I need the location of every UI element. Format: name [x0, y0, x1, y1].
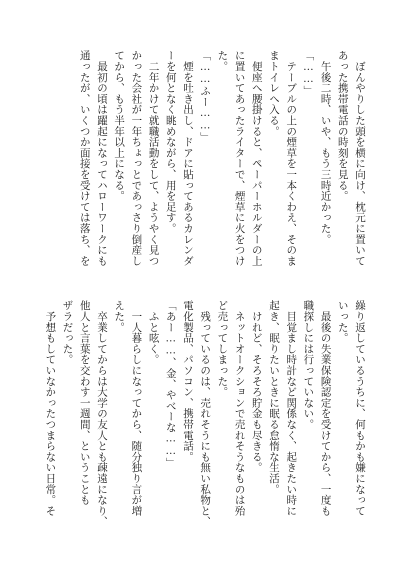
text-line: 煙を吐き出し、ドアに貼ってあるカレンダ — [181, 50, 194, 266]
text-line: てから、もう半年以上になる。 — [113, 50, 126, 202]
text-line: けれど、そろそろ貯金も尽きる。 — [250, 300, 263, 473]
text-line: 「……」 — [302, 50, 315, 97]
text-line: 職探しには行っていない。 — [302, 300, 315, 430]
text-line: 午後二時、いや、もう三時近かった。 — [319, 50, 332, 245]
text-line: あった携帯電話の時刻を見る。 — [336, 50, 349, 202]
text-line: ど売ってしまった。 — [216, 300, 229, 398]
text-line: えた。 — [113, 300, 126, 333]
text-line: 残っているのは、売れそうにも無い私物と、 — [199, 300, 212, 527]
text-line: 予想もしていなかったつまらない日常。そ — [44, 300, 57, 516]
upper-text-block — [76, 50, 368, 285]
text-line: 卒業してからは大学の友人とも疎遠になり、 — [95, 300, 108, 527]
text-line: 「……ふー……」 — [199, 50, 212, 143]
text-line: 「あー……、金、やべーな……」 — [164, 300, 177, 468]
text-line: ザラだった。 — [61, 300, 74, 365]
text-line: 二年かけて就職活動をして、ようやく見つ — [147, 50, 160, 266]
text-line: ネットオークションで売れそうなものは殆 — [233, 300, 246, 516]
text-line: 電化製品、パソコン、携帯電話。 — [181, 300, 194, 462]
lower-text-block — [41, 300, 368, 535]
text-line: 他人と言葉を交わす一週間、ということも — [78, 300, 91, 506]
text-line: テーブルの上の煙草を一本くわえ、そのま — [285, 50, 298, 266]
text-line: 最後の失業保険認定を受けてから、一度も — [319, 300, 332, 516]
text-line: まトイレへ入る。 — [267, 50, 280, 137]
text-line: ふと呟く。 — [147, 300, 160, 365]
text-line: かった会社が一年ちょっとであっさり倒産し — [130, 50, 143, 266]
text-line: 一人暮らしになってから、随分独り言が増 — [130, 300, 143, 516]
text-line: に置いてあったライターで、煙草に火をつけ — [233, 50, 246, 266]
text-line: 起き、眠りたいときに眠る怠惰な生活。 — [267, 300, 280, 495]
text-line: ーを何となく眺めながら、用を足す。 — [164, 50, 177, 234]
text-line: いった。 — [336, 300, 349, 344]
text-line: た。 — [216, 50, 229, 72]
text-line: ぼんやりした頭を横に向け、枕元に置いて — [354, 50, 366, 266]
text-line: 最初の頃は躍起になってハローワークにも — [95, 50, 108, 266]
text-line: 通ったが、いくつか面接を受けては落ち、を — [78, 50, 91, 266]
text-line: 目覚まし時計など関係なく、起きたい時に — [285, 300, 298, 516]
text-line: 便座へ腰掛けると、ペーパーホルダーの上 — [250, 50, 263, 266]
text-line: 繰り返しているうちに、何もかも嫌になって — [354, 300, 366, 516]
